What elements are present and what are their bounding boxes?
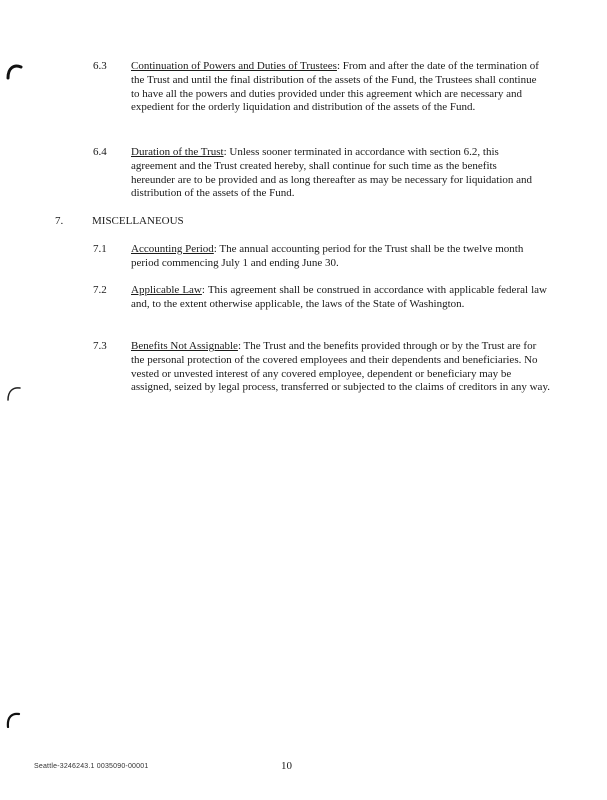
article-number: 7. — [55, 215, 64, 227]
section-text: : The annual accounting period for the Trust shall be the twelve month period commencing July 1 and ending June 30. — [131, 243, 524, 269]
section-6-3-paragraph — [131, 60, 541, 115]
section-7-2-paragraph — [131, 284, 547, 312]
section-heading: Benefits Not Assignable — [131, 340, 238, 352]
section-7-1-paragraph — [131, 243, 547, 271]
section-number: 7.1 — [93, 243, 107, 255]
section-6-4-paragraph — [131, 146, 541, 201]
section-number: 6.3 — [93, 60, 107, 72]
section-number: 6.4 — [93, 146, 107, 158]
section-text: : Unless sooner terminated in accordance with section 6.2, this agreement and the Trust created hereby, shall continue for such time as the benefits hereunder are to be provided and as long thereafter as may be necessary for liquidation and distribution of the assets of the Fund. — [131, 146, 533, 200]
section-number: 7.2 — [93, 284, 107, 296]
section-heading: Applicable Law — [131, 284, 202, 296]
hole-punch-mark — [5, 710, 23, 728]
hole-punch-mark — [5, 384, 23, 402]
footer-document-id: Seattle-3246243.1 0035090-00001 — [34, 763, 149, 770]
section-heading: Accounting Period — [131, 243, 214, 255]
page-number: 10 — [281, 760, 292, 772]
section-text: : The Trust and the benefits provided through or by the Trust are for the personal protection of the covered employees and their dependents and beneficiaries. No vested or unvested interest of any covered employee, dependent or beneficiary may be assigned, seized by legal process, transferred or subjected to the claims of creditors in any way. — [131, 340, 550, 394]
section-heading: Duration of the Trust — [131, 146, 224, 158]
section-heading: Continuation of Powers and Duties of Trustees — [131, 60, 337, 72]
article-title: MISCELLANEOUS — [92, 215, 184, 227]
section-7-3-paragraph — [131, 340, 551, 395]
section-text: : From and after the date of the termination of the Trust and until the final distribution of the assets of the Fund, the Trustees shall continue to have all the powers and duties provided under this agreement which are necessary and expedient for the orderly liquidation and distribution of the assets of the Fund. — [131, 60, 539, 114]
section-number: 7.3 — [93, 340, 107, 352]
hole-punch-mark — [5, 62, 23, 80]
section-text: : This agreement shall be construed in accordance with applicable federal law and, to the extent otherwise applicable, the laws of the State of Washington. — [131, 284, 547, 310]
